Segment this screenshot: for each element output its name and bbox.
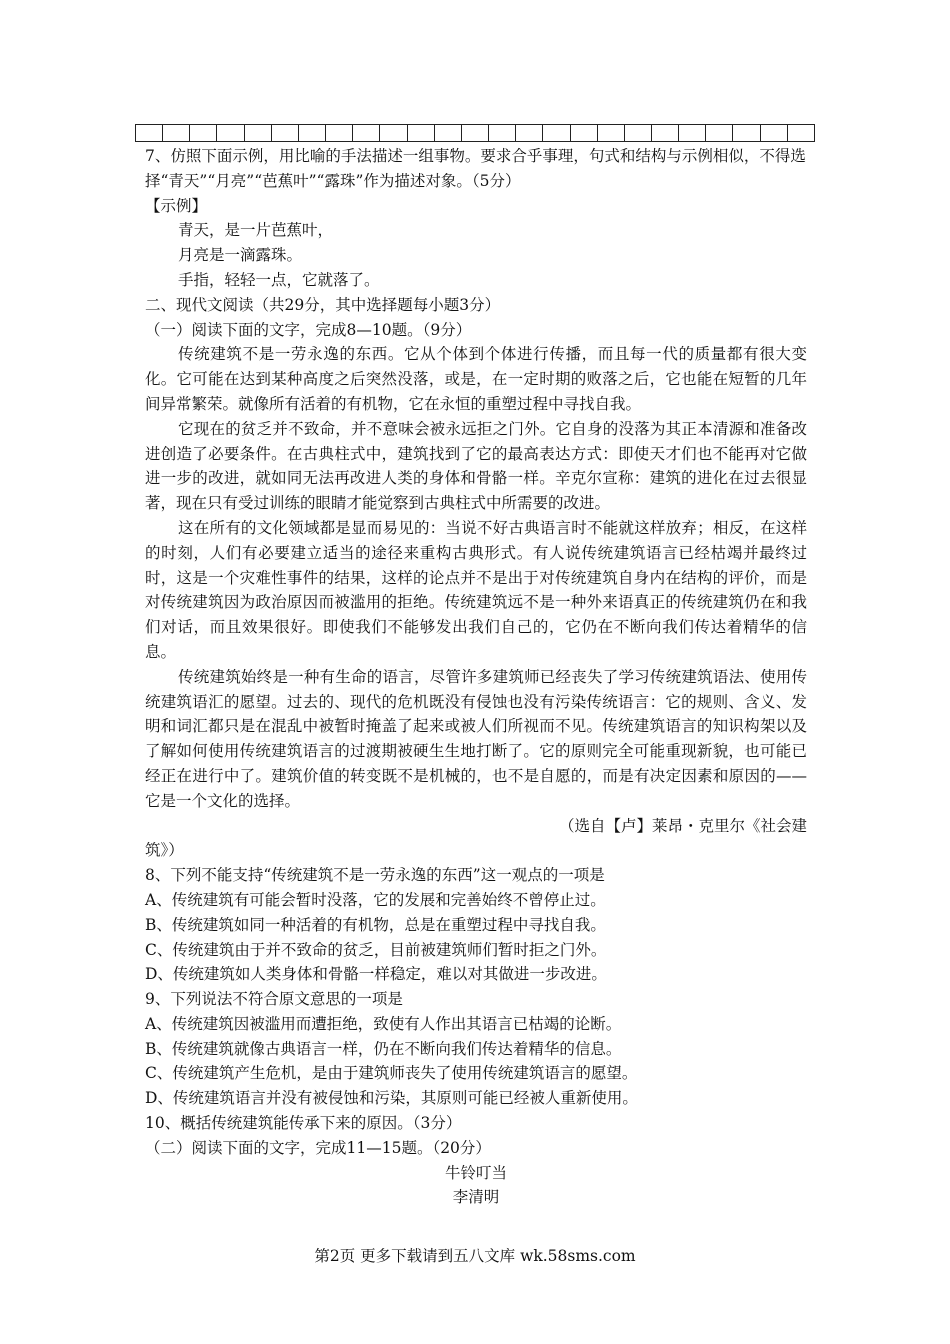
grid-cell: [217, 125, 244, 141]
grid-cell: [598, 125, 625, 141]
grid-cell: [136, 125, 163, 141]
grid-cell: [761, 125, 788, 141]
grid-cell: [272, 125, 299, 141]
q8-option: A、传统建筑有可能会暂时没落，它的发展和完善始终不曾停止过。: [145, 890, 606, 909]
part1-heading: （一）阅读下面的文字，完成8—10题。（9分）: [145, 320, 472, 339]
q9-option: B、传统建筑就像古典语言一样，仍在不断向我们传达着精华的信息。: [145, 1039, 622, 1058]
example-line: 青天，是一片芭蕉叶，: [178, 221, 334, 240]
passage-paragraph: 它现在的贫乏并不致命，并不意味会被永远拒之门外。它自身的没落为其正本清源和准备改进创造了必要条件。在古典柱式中，建筑找到了它的最高表达方式：即使天才们也不能再对它做进一步的改进，就如同无法再改进人类的身体和骨骼一样。辛克尔宣称：建筑的进化在过去很显著，现在只有受过训练的眼睛才能觉察到古典柱式中所需要的改进。: [145, 419, 807, 513]
example-line: 手指，轻轻一点，它就落了。: [178, 270, 380, 289]
q9-option: D、传统建筑语言并没有被侵蚀和污染，其原则可能已经被人重新使用。: [145, 1089, 638, 1108]
q8-option: B、传统建筑如同一种活着的有机物，总是在重塑过程中寻找自我。: [145, 915, 606, 934]
grid-cell: [353, 125, 380, 141]
q9-option: A、传统建筑因被滥用而遭拒绝，致使有人作出其语言已枯竭的论断。: [145, 1014, 622, 1033]
grid-cell: [299, 125, 326, 141]
answer-grid: [135, 124, 815, 142]
q7-stem: 7、仿照下面示例，用比喻的手法描述一组事物。要求合乎事理，句式和结构与示例相似，不得选择“青天”“月亮”“芭蕉叶”“露珠”作为描述对象。（5分）: [145, 147, 806, 190]
grid-cell: [163, 125, 190, 141]
part2-heading: （二）阅读下面的文字，完成11—15题。（20分）: [145, 1138, 491, 1157]
grid-cell: [516, 125, 543, 141]
grid-cell: [679, 125, 706, 141]
grid-cell: [462, 125, 489, 141]
grid-cell: [326, 125, 353, 141]
section-title: 二、现代文阅读（共29分，其中选择题每小题3分）: [145, 295, 501, 314]
grid-cell: [489, 125, 516, 141]
q9-stem: 9、下列说法不符合原文意思的一项是: [145, 990, 403, 1009]
passage-paragraph: 传统建筑始终是一种有生命的语言，尽管许多建筑师已经丧失了学习传统建筑语法、使用传统建筑语汇的愿望。过去的、现代的危机既没有侵蚀也没有污染传统语言：它的规则、含义、发明和词汇都只是在混乱中被暂时掩盖了起来或被人们所视而不见。传统建筑语言的知识构架以及了解如何使用传统建筑语言的过渡期被硬生生地打断了。它的原则完全可能重现新貌，也可能已经正在进行中了。建筑价值的转变既不是机械的，也不是自愿的，而是有决定因素和原因的——它是一个文化的选择。: [145, 667, 807, 810]
grid-cell: [625, 125, 652, 141]
passage-paragraph: 传统建筑不是一劳永逸的东西。它从个体到个体进行传播，而且每一代的质量都有很大变化。它可能在达到某种高度之后突然没落，或是，在一定时期的败落之后，它也能在短暂的几年间异常繁荣。就像所有活着的有机物，它在永恒的重塑过程中寻找自我。: [145, 345, 807, 413]
example-line: 月亮是一滴露珠。: [178, 246, 303, 265]
grid-cell: [245, 125, 272, 141]
page-content: [145, 144, 807, 1210]
grid-cell: [706, 125, 733, 141]
story-title: 牛铃叮当: [444, 1163, 507, 1182]
source-citation: （选自【卢】莱昂・克里尔《社会建: [558, 816, 807, 835]
q9-option: C、传统建筑产生危机，是由于建筑师丧失了使用传统建筑语言的愿望。: [145, 1064, 638, 1083]
grid-cell: [788, 125, 814, 141]
grid-cell: [571, 125, 598, 141]
grid-cell: [652, 125, 679, 141]
grid-cell: [435, 125, 462, 141]
q10-stem: 10、概括传统建筑能传承下来的原因。（3分）: [145, 1114, 462, 1133]
grid-cell: [408, 125, 435, 141]
example-label: 【示例】: [145, 196, 208, 215]
passage-paragraph: 这在所有的文化领域都是显而易见的：当说不好古典语言时不能就这样放弃；相反，在这样的时刻，人们有必要建立适当的途径来重构古典形式。有人说传统建筑语言已经枯竭并最终过时，这是一个灾难性事件的结果，这样的论点并不是出于对传统建筑自身内在结构的评价，而是对传统建筑因为政治原因而被滥用的拒绝。传统建筑远不是一种外来语真正的传统建筑仍在和我们对话，而且效果很好。即使我们不能够发出我们自己的，它仍在不断向我们传达着精华的信息。: [145, 518, 807, 661]
q8-stem: 8、下列不能支持“传统建筑不是一劳永逸的东西”这一观点的一项是: [145, 866, 605, 885]
q8-option: C、传统建筑由于并不致命的贫乏，目前被建筑师们暂时拒之门外。: [145, 940, 607, 959]
grid-cell: [190, 125, 217, 141]
page-footer: 第2页 更多下载请到五八文库 wk.58sms.com: [314, 1247, 636, 1265]
grid-cell: [733, 125, 760, 141]
grid-cell: [380, 125, 407, 141]
grid-cell: [543, 125, 570, 141]
q8-option: D、传统建筑如人类身体和骨骼一样稳定，难以对其做进一步改进。: [145, 965, 607, 984]
source-citation-end: 筑》）: [145, 841, 184, 860]
story-author: 李清明: [452, 1188, 500, 1207]
